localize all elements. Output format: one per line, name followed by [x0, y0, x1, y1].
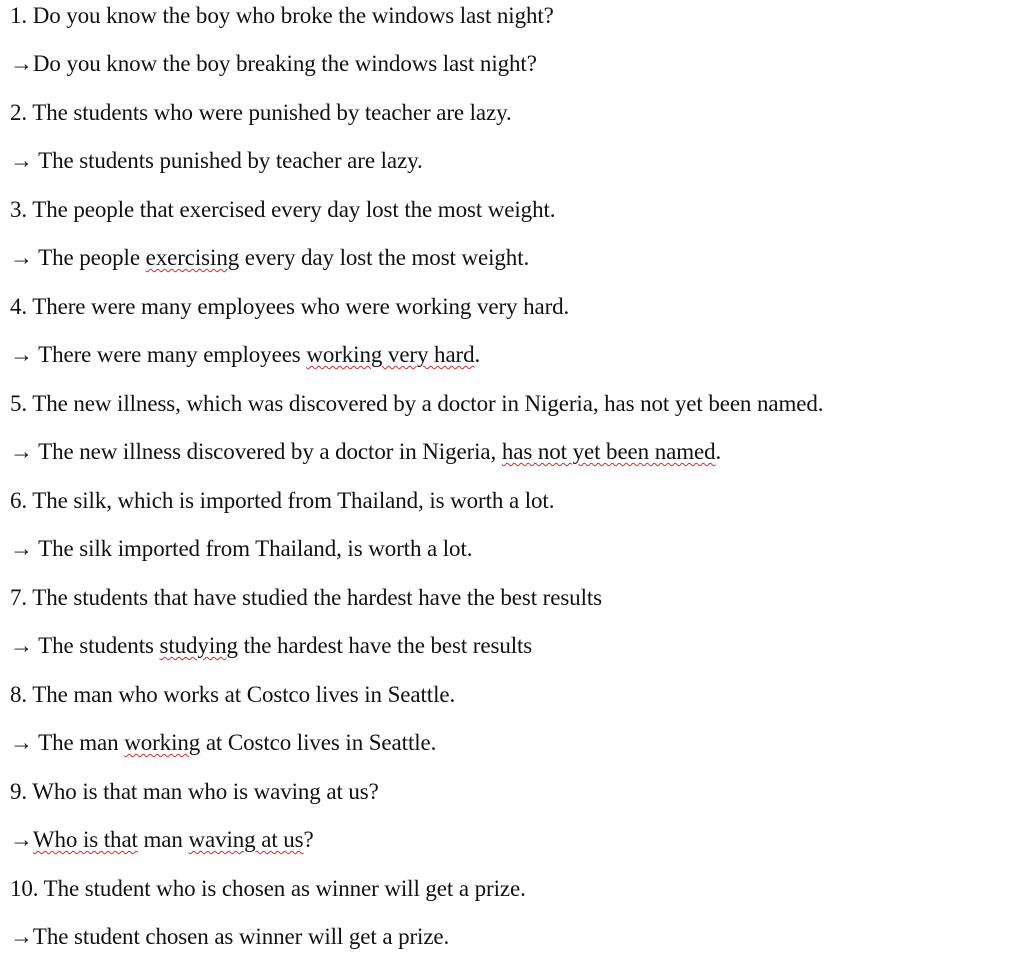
- line-text: → The new illness discovered by a doctor in Nigeria,: [10, 439, 502, 464]
- line-text: 9. Who is that man who is waving at us?: [10, 779, 379, 804]
- line-text: 10. The student who is chosen as winner will get a prize.: [10, 876, 526, 901]
- line-text: → The man: [10, 730, 125, 755]
- question-2: [10, 97, 1020, 129]
- line-text: 7. The students that have studied the hardest have the best results: [10, 585, 603, 610]
- answer-1: [10, 48, 1020, 80]
- line-text: the hardest have the best results: [237, 633, 533, 658]
- spellcheck-flagged-text: Who is that: [32, 827, 138, 852]
- line-text: every day lost the most weight.: [239, 245, 530, 270]
- line-text: → The students: [10, 633, 160, 658]
- question-4: [10, 291, 1020, 323]
- line-text: 4. There were many employees who were working very hard.: [10, 294, 570, 319]
- spellcheck-flagged-text: exercising: [145, 245, 240, 270]
- line-text: 8. The man who works at Costco lives in Seattle.: [10, 682, 456, 707]
- line-text: .: [474, 342, 481, 367]
- question-5: [10, 388, 1020, 420]
- answer-4: [10, 339, 1020, 371]
- line-text: → The students punished by teacher are lazy.: [10, 148, 423, 173]
- answer-10: [10, 921, 1020, 953]
- line-text: → There were many employees: [10, 342, 307, 367]
- spellcheck-flagged-text: waving at us: [188, 827, 304, 852]
- spellcheck-flagged-text: studying: [159, 633, 238, 658]
- question-6: [10, 485, 1020, 517]
- answer-8: [10, 727, 1020, 759]
- spellcheck-flagged-text: working: [124, 730, 201, 755]
- line-text: → The people: [10, 245, 146, 270]
- question-1: [10, 0, 1020, 32]
- answer-7: [10, 630, 1020, 662]
- spellcheck-flagged-text: working very hard: [306, 342, 475, 367]
- answer-6: [10, 533, 1020, 565]
- question-9: [10, 776, 1020, 808]
- line-text: →Do you know the boy breaking the windows last night?: [10, 51, 537, 76]
- line-text: at Costco lives in Seattle.: [200, 730, 437, 755]
- line-text: 1. Do you know the boy who broke the windows last night?: [10, 3, 554, 28]
- line-text: →: [10, 827, 33, 852]
- line-text: 6. The silk, which is imported from Thailand, is worth a lot.: [10, 488, 555, 513]
- question-8: [10, 679, 1020, 711]
- line-text: 3. The people that exercised every day lost the most weight.: [10, 197, 556, 222]
- line-text: man: [137, 827, 189, 852]
- answer-9: [10, 824, 1020, 856]
- question-7: [10, 582, 1020, 614]
- line-text: .: [715, 439, 722, 464]
- spellcheck-flagged-text: has not yet been named: [501, 439, 716, 464]
- line-text: ?: [303, 827, 314, 852]
- line-text: → The silk imported from Thailand, is worth a lot.: [10, 536, 473, 561]
- answer-2: [10, 145, 1020, 177]
- line-text: 5. The new illness, which was discovered by a doctor in Nigeria, has not yet been named.: [10, 391, 824, 416]
- answer-3: [10, 242, 1020, 274]
- question-10: [10, 873, 1020, 905]
- line-text: →The student chosen as winner will get a prize.: [10, 924, 450, 949]
- answer-5: [10, 436, 1020, 468]
- question-3: [10, 194, 1020, 226]
- line-text: 2. The students who were punished by teacher are lazy.: [10, 100, 512, 125]
